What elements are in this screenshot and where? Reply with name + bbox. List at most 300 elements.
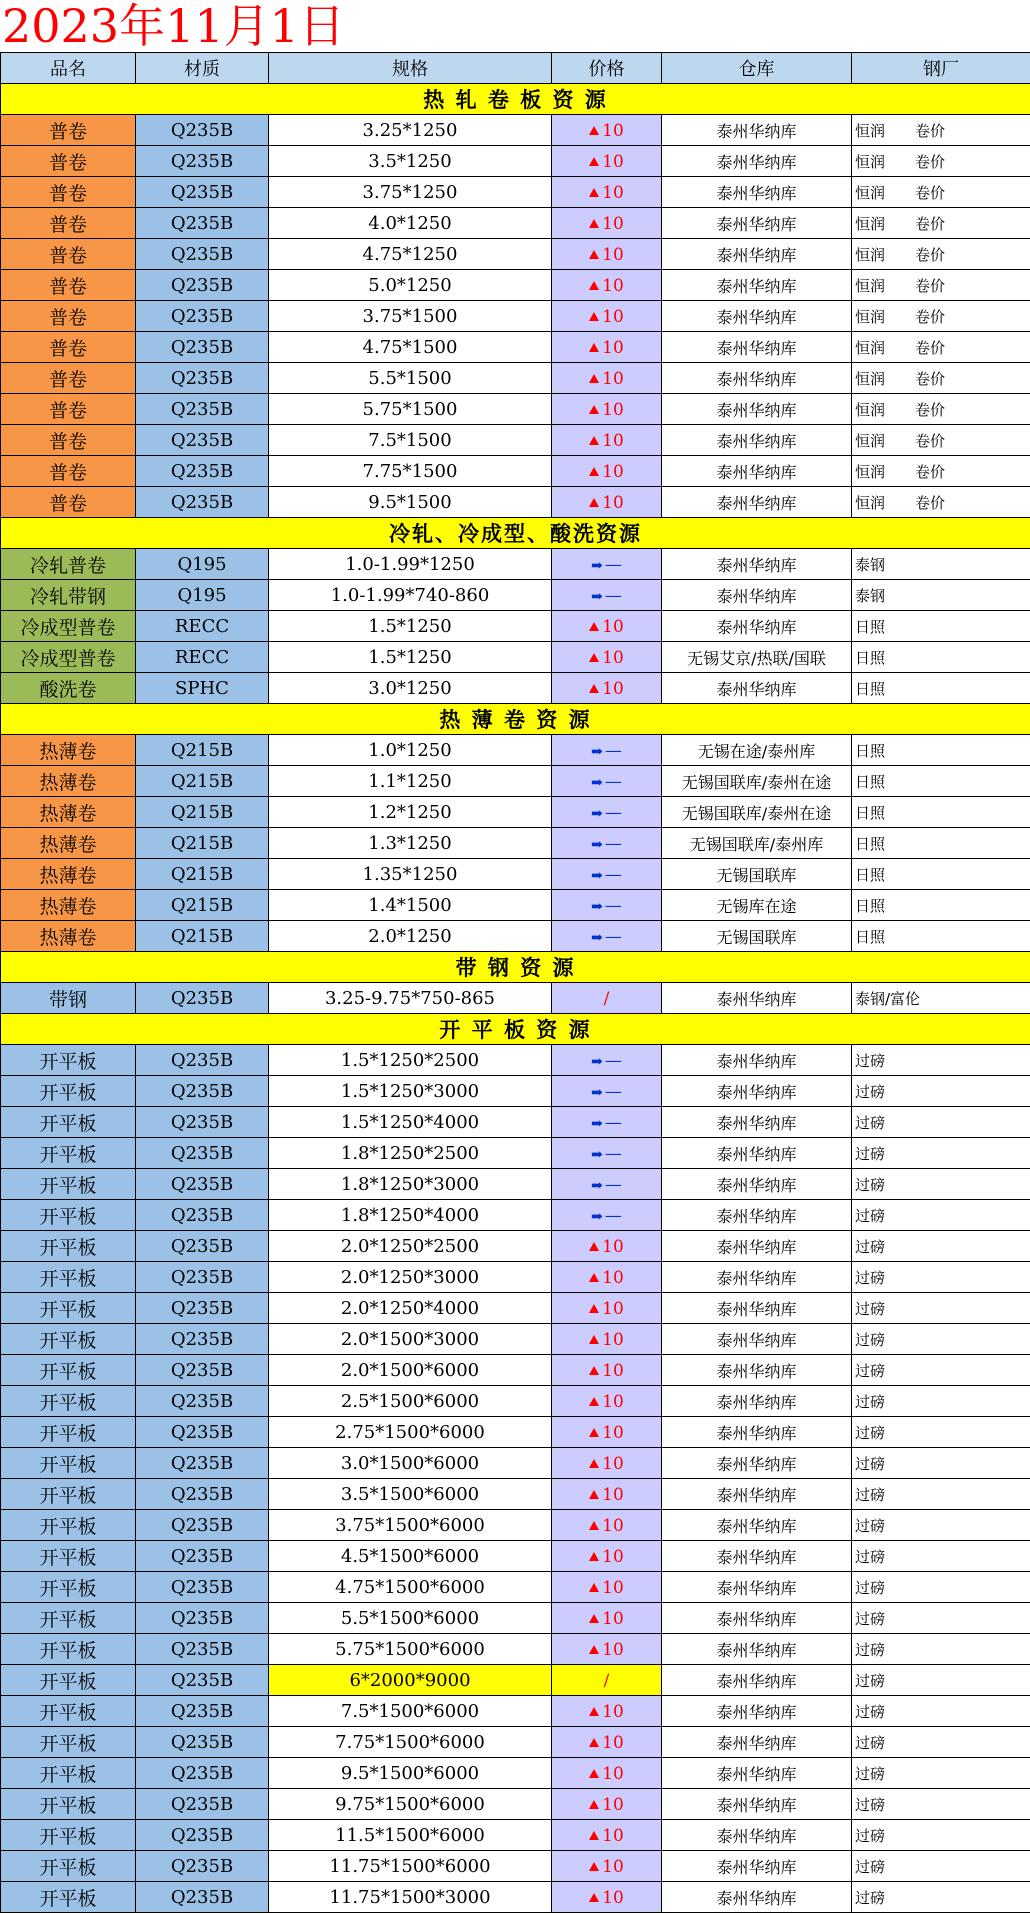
price-change-value: 10 bbox=[602, 430, 624, 451]
price-change-value: 10 bbox=[602, 1794, 624, 1815]
price-change-value: 10 bbox=[602, 492, 624, 513]
price-note: 卷价 bbox=[915, 400, 946, 419]
warehouse-cell: 泰州华纳库 bbox=[662, 270, 852, 301]
product-name-cell: 开平板 bbox=[1, 1386, 136, 1417]
material-cell: Q235B bbox=[136, 270, 269, 301]
mill-cell bbox=[852, 1603, 1030, 1634]
mill-name: 泰钢/富伦 bbox=[855, 989, 921, 1008]
arrow-up-icon bbox=[589, 1583, 599, 1592]
product-name-cell: 开平板 bbox=[1, 1200, 136, 1231]
arrow-up-icon bbox=[589, 405, 599, 414]
product-name-cell: 开平板 bbox=[1, 1882, 136, 1913]
product-name-cell: 热薄卷 bbox=[1, 921, 136, 952]
price-table bbox=[0, 52, 1030, 1913]
section-title: 开 平 板 资 源 bbox=[1, 1014, 1030, 1045]
product-name-cell: 冷轧带钢 bbox=[1, 580, 136, 611]
price-change-cell bbox=[552, 1417, 662, 1448]
arrow-right-icon: ➡ bbox=[591, 1115, 603, 1132]
warehouse-cell: 泰州华纳库 bbox=[662, 1417, 852, 1448]
arrow-right-icon: ➡ bbox=[591, 743, 603, 760]
table-row bbox=[1, 890, 1030, 921]
product-name-cell: 热薄卷 bbox=[1, 735, 136, 766]
table-row bbox=[1, 1200, 1030, 1231]
mill-name: 过磅 bbox=[855, 1578, 886, 1597]
product-name-cell: 冷成型普卷 bbox=[1, 611, 136, 642]
spec-cell: 1.8*1250*4000 bbox=[269, 1200, 552, 1231]
mill-cell bbox=[852, 1262, 1030, 1293]
product-name-cell: 开平板 bbox=[1, 1634, 136, 1665]
arrow-up-icon bbox=[589, 1893, 599, 1902]
arrow-up-icon bbox=[589, 374, 599, 383]
spec-cell: 1.8*1250*3000 bbox=[269, 1169, 552, 1200]
mill-cell bbox=[852, 580, 1030, 611]
mill-cell bbox=[852, 549, 1030, 580]
spec-cell: 2.0*1500*6000 bbox=[269, 1355, 552, 1386]
spec-cell: 1.5*1250*3000 bbox=[269, 1076, 552, 1107]
arrow-up-icon bbox=[589, 1645, 599, 1654]
mill-cell bbox=[852, 1851, 1030, 1882]
material-cell: Q235B bbox=[136, 1107, 269, 1138]
warehouse-cell: 泰州华纳库 bbox=[662, 239, 852, 270]
product-name-cell: 开平板 bbox=[1, 1293, 136, 1324]
warehouse-cell: 泰州华纳库 bbox=[662, 1851, 852, 1882]
price-change-value: 10 bbox=[602, 461, 624, 482]
price-change-value: 10 bbox=[602, 399, 624, 420]
mill-name: 过磅 bbox=[855, 1268, 886, 1287]
material-cell: Q235B bbox=[136, 425, 269, 456]
material-cell: Q235B bbox=[136, 1572, 269, 1603]
price-change-cell bbox=[552, 115, 662, 146]
spec-cell: 5.5*1500*6000 bbox=[269, 1603, 552, 1634]
product-name-cell: 开平板 bbox=[1, 1231, 136, 1262]
material-cell: Q235B bbox=[136, 1479, 269, 1510]
arrow-right-icon: ➡ bbox=[591, 805, 603, 822]
mill-name: 日照 bbox=[855, 896, 886, 915]
product-name-cell: 开平板 bbox=[1, 1820, 136, 1851]
price-change-value: — bbox=[604, 771, 622, 792]
price-change-value: 10 bbox=[602, 1701, 624, 1722]
price-change-cell bbox=[552, 1107, 662, 1138]
material-cell: Q235B bbox=[136, 1510, 269, 1541]
price-change-cell bbox=[552, 301, 662, 332]
mill-name: 泰钢 bbox=[855, 555, 886, 574]
warehouse-cell: 泰州华纳库 bbox=[662, 1479, 852, 1510]
material-cell: Q235B bbox=[136, 456, 269, 487]
price-change-value: — bbox=[604, 1143, 622, 1164]
mill-name: 恒润 bbox=[855, 121, 886, 140]
material-cell: Q235B bbox=[136, 1355, 269, 1386]
mill-name: 过磅 bbox=[855, 1888, 886, 1907]
price-change-value: 10 bbox=[602, 151, 624, 172]
warehouse-cell: 无锡国联库 bbox=[662, 921, 852, 952]
price-change-value: — bbox=[604, 864, 622, 885]
warehouse-cell: 泰州华纳库 bbox=[662, 177, 852, 208]
price-change-cell bbox=[552, 1076, 662, 1107]
product-name-cell: 开平板 bbox=[1, 1541, 136, 1572]
price-change-cell bbox=[552, 1293, 662, 1324]
material-cell: Q195 bbox=[136, 580, 269, 611]
price-change-cell bbox=[552, 1603, 662, 1634]
price-change-cell bbox=[552, 332, 662, 363]
price-change-cell bbox=[552, 611, 662, 642]
arrow-right-icon: ➡ bbox=[591, 867, 603, 884]
mill-cell bbox=[852, 363, 1030, 394]
price-note: 卷价 bbox=[915, 276, 946, 295]
mill-cell bbox=[852, 146, 1030, 177]
price-change-cell bbox=[552, 1820, 662, 1851]
mill-name: 过磅 bbox=[855, 1733, 886, 1752]
spec-cell: 2.0*1250*3000 bbox=[269, 1262, 552, 1293]
price-change-cell bbox=[552, 1386, 662, 1417]
price-change-cell bbox=[552, 1665, 662, 1696]
product-name-cell: 普卷 bbox=[1, 177, 136, 208]
mill-name: 过磅 bbox=[855, 1764, 886, 1783]
spec-cell: 9.5*1500 bbox=[269, 487, 552, 518]
table-row bbox=[1, 673, 1030, 704]
mill-name: 恒润 bbox=[855, 183, 886, 202]
spec-cell: 1.35*1250 bbox=[269, 859, 552, 890]
product-name-cell: 普卷 bbox=[1, 270, 136, 301]
price-change-value: 10 bbox=[602, 337, 624, 358]
price-change-cell bbox=[552, 1448, 662, 1479]
mill-cell bbox=[852, 487, 1030, 518]
price-change-value: — bbox=[604, 895, 622, 916]
warehouse-cell: 无锡在途/泰州库 bbox=[662, 735, 852, 766]
price-change-value: 10 bbox=[602, 616, 624, 637]
header-name: 品名 bbox=[1, 53, 136, 84]
table-row bbox=[1, 1572, 1030, 1603]
mill-cell bbox=[852, 983, 1030, 1014]
table-row bbox=[1, 921, 1030, 952]
mill-name: 过磅 bbox=[855, 1547, 886, 1566]
product-name-cell: 普卷 bbox=[1, 115, 136, 146]
mill-cell bbox=[852, 301, 1030, 332]
price-change-value: 10 bbox=[602, 647, 624, 668]
warehouse-cell: 泰州华纳库 bbox=[662, 1572, 852, 1603]
table-row bbox=[1, 487, 1030, 518]
arrow-up-icon bbox=[589, 1521, 599, 1530]
price-change-value: 10 bbox=[602, 1236, 624, 1257]
spec-cell: 11.5*1500*6000 bbox=[269, 1820, 552, 1851]
mill-cell bbox=[852, 642, 1030, 673]
price-change-value: 10 bbox=[602, 1887, 624, 1908]
price-change-cell bbox=[552, 735, 662, 766]
price-change-cell bbox=[552, 425, 662, 456]
spec-cell: 1.5*1250 bbox=[269, 611, 552, 642]
mill-name: 过磅 bbox=[855, 1671, 886, 1690]
price-change-value: — bbox=[604, 1174, 622, 1195]
arrow-up-icon bbox=[589, 1800, 599, 1809]
product-name-cell: 普卷 bbox=[1, 394, 136, 425]
table-row bbox=[1, 580, 1030, 611]
price-change-value: 10 bbox=[602, 120, 624, 141]
section-header-row bbox=[1, 1014, 1030, 1045]
product-name-cell: 开平板 bbox=[1, 1138, 136, 1169]
price-change-value: — bbox=[604, 1081, 622, 1102]
spec-cell: 9.75*1500*6000 bbox=[269, 1789, 552, 1820]
table-row bbox=[1, 177, 1030, 208]
mill-name: 过磅 bbox=[855, 1082, 886, 1101]
arrow-up-icon bbox=[589, 1552, 599, 1561]
arrow-up-icon bbox=[589, 343, 599, 352]
price-change-value: 10 bbox=[602, 1267, 624, 1288]
arrow-up-icon bbox=[589, 1366, 599, 1375]
material-cell: Q235B bbox=[136, 1231, 269, 1262]
material-cell: Q215B bbox=[136, 921, 269, 952]
table-row bbox=[1, 1324, 1030, 1355]
warehouse-cell: 泰州华纳库 bbox=[662, 1603, 852, 1634]
arrow-right-icon: ➡ bbox=[591, 929, 603, 946]
product-name-cell: 开平板 bbox=[1, 1603, 136, 1634]
price-change-value: / bbox=[603, 988, 610, 1009]
price-change-value: — bbox=[604, 1205, 622, 1226]
arrow-up-icon bbox=[589, 126, 599, 135]
material-cell: Q235B bbox=[136, 1851, 269, 1882]
product-name-cell: 热薄卷 bbox=[1, 766, 136, 797]
price-change-cell bbox=[552, 177, 662, 208]
header-warehouse: 仓库 bbox=[662, 53, 852, 84]
price-change-cell bbox=[552, 673, 662, 704]
product-name-cell: 开平板 bbox=[1, 1758, 136, 1789]
product-name-cell: 普卷 bbox=[1, 239, 136, 270]
spec-cell: 1.5*1250*4000 bbox=[269, 1107, 552, 1138]
table-row bbox=[1, 1355, 1030, 1386]
price-change-value: 10 bbox=[602, 1484, 624, 1505]
mill-cell bbox=[852, 766, 1030, 797]
mill-cell bbox=[852, 115, 1030, 146]
material-cell: Q235B bbox=[136, 487, 269, 518]
mill-name: 过磅 bbox=[855, 1299, 886, 1318]
arrow-up-icon bbox=[589, 1490, 599, 1499]
mill-name: 过磅 bbox=[855, 1640, 886, 1659]
arrow-up-icon bbox=[589, 684, 599, 693]
mill-cell bbox=[852, 1820, 1030, 1851]
spec-cell: 4.75*1500 bbox=[269, 332, 552, 363]
warehouse-cell: 泰州华纳库 bbox=[662, 1200, 852, 1231]
table-row bbox=[1, 766, 1030, 797]
price-change-cell bbox=[552, 1572, 662, 1603]
arrow-up-icon bbox=[589, 250, 599, 259]
warehouse-cell: 无锡国联库/泰州在途 bbox=[662, 797, 852, 828]
warehouse-cell: 泰州华纳库 bbox=[662, 487, 852, 518]
mill-name: 过磅 bbox=[855, 1857, 886, 1876]
material-cell: Q235B bbox=[136, 1665, 269, 1696]
mill-name: 过磅 bbox=[855, 1051, 886, 1070]
product-name-cell: 开平板 bbox=[1, 1076, 136, 1107]
warehouse-cell: 泰州华纳库 bbox=[662, 1293, 852, 1324]
price-change-cell bbox=[552, 1138, 662, 1169]
price-change-cell bbox=[552, 394, 662, 425]
price-change-value: — bbox=[604, 926, 622, 947]
price-change-value: 10 bbox=[602, 1732, 624, 1753]
price-note: 卷价 bbox=[915, 307, 946, 326]
mill-cell bbox=[852, 1665, 1030, 1696]
material-cell: Q215B bbox=[136, 859, 269, 890]
mill-name: 恒润 bbox=[855, 152, 886, 171]
arrow-up-icon bbox=[589, 1304, 599, 1313]
price-change-cell bbox=[552, 983, 662, 1014]
mill-cell bbox=[852, 1789, 1030, 1820]
header-price: 价格 bbox=[552, 53, 662, 84]
price-change-cell bbox=[552, 1510, 662, 1541]
mill-cell bbox=[852, 1200, 1030, 1231]
price-change-value: — bbox=[604, 585, 622, 606]
arrow-right-icon: ➡ bbox=[591, 898, 603, 915]
price-change-value: 10 bbox=[602, 1329, 624, 1350]
product-name-cell: 酸洗卷 bbox=[1, 673, 136, 704]
table-row bbox=[1, 1758, 1030, 1789]
spec-cell: 11.75*1500*6000 bbox=[269, 1851, 552, 1882]
spec-cell: 1.0*1250 bbox=[269, 735, 552, 766]
spec-cell: 11.75*1500*3000 bbox=[269, 1882, 552, 1913]
table-row bbox=[1, 1510, 1030, 1541]
table-row bbox=[1, 394, 1030, 425]
table-row bbox=[1, 859, 1030, 890]
price-change-cell bbox=[552, 766, 662, 797]
warehouse-cell: 泰州华纳库 bbox=[662, 1696, 852, 1727]
material-cell: Q215B bbox=[136, 735, 269, 766]
material-cell: Q235B bbox=[136, 394, 269, 425]
mill-name: 日照 bbox=[855, 834, 886, 853]
price-change-value: 10 bbox=[602, 1391, 624, 1412]
material-cell: Q235B bbox=[136, 1076, 269, 1107]
table-row bbox=[1, 270, 1030, 301]
mill-cell bbox=[852, 239, 1030, 270]
header-spec: 规格 bbox=[269, 53, 552, 84]
material-cell: Q235B bbox=[136, 1789, 269, 1820]
spec-cell: 3.75*1500 bbox=[269, 301, 552, 332]
mill-name: 恒润 bbox=[855, 214, 886, 233]
mill-cell bbox=[852, 1882, 1030, 1913]
warehouse-cell: 泰州华纳库 bbox=[662, 580, 852, 611]
mill-name: 日照 bbox=[855, 865, 886, 884]
price-change-cell bbox=[552, 456, 662, 487]
table-row bbox=[1, 1138, 1030, 1169]
warehouse-cell: 泰州华纳库 bbox=[662, 1262, 852, 1293]
table-row bbox=[1, 1727, 1030, 1758]
price-change-cell bbox=[552, 890, 662, 921]
mill-cell bbox=[852, 1727, 1030, 1758]
material-cell: Q235B bbox=[136, 363, 269, 394]
price-change-cell bbox=[552, 1851, 662, 1882]
table-row bbox=[1, 549, 1030, 580]
warehouse-cell: 无锡库在途 bbox=[662, 890, 852, 921]
material-cell: Q235B bbox=[136, 301, 269, 332]
price-change-cell bbox=[552, 1696, 662, 1727]
material-cell: Q215B bbox=[136, 890, 269, 921]
mill-cell bbox=[852, 1510, 1030, 1541]
price-change-value: 10 bbox=[602, 1453, 624, 1474]
arrow-up-icon bbox=[589, 1335, 599, 1344]
arrow-up-icon bbox=[589, 281, 599, 290]
material-cell: Q235B bbox=[136, 1634, 269, 1665]
product-name-cell: 带钢 bbox=[1, 983, 136, 1014]
mill-name: 泰钢 bbox=[855, 586, 886, 605]
arrow-up-icon bbox=[589, 1397, 599, 1406]
price-change-cell bbox=[552, 1882, 662, 1913]
product-name-cell: 普卷 bbox=[1, 456, 136, 487]
price-change-value: 10 bbox=[602, 306, 624, 327]
price-change-cell bbox=[552, 1758, 662, 1789]
spec-cell: 3.75*1500*6000 bbox=[269, 1510, 552, 1541]
price-change-cell bbox=[552, 1262, 662, 1293]
price-change-cell bbox=[552, 549, 662, 580]
mill-name: 过磅 bbox=[855, 1454, 886, 1473]
mill-name: 恒润 bbox=[855, 245, 886, 264]
mill-name: 过磅 bbox=[855, 1702, 886, 1721]
table-row bbox=[1, 363, 1030, 394]
product-name-cell: 普卷 bbox=[1, 301, 136, 332]
price-change-value: 10 bbox=[602, 244, 624, 265]
price-change-value: 10 bbox=[602, 1639, 624, 1660]
warehouse-cell: 泰州华纳库 bbox=[662, 1324, 852, 1355]
table-row bbox=[1, 1169, 1030, 1200]
product-name-cell: 开平板 bbox=[1, 1107, 136, 1138]
warehouse-cell: 泰州华纳库 bbox=[662, 611, 852, 642]
mill-cell bbox=[852, 394, 1030, 425]
price-change-cell bbox=[552, 1727, 662, 1758]
product-name-cell: 普卷 bbox=[1, 208, 136, 239]
table-row bbox=[1, 1851, 1030, 1882]
table-row bbox=[1, 1293, 1030, 1324]
mill-cell bbox=[852, 1107, 1030, 1138]
table-row bbox=[1, 797, 1030, 828]
mill-cell bbox=[852, 1355, 1030, 1386]
price-note: 卷价 bbox=[915, 462, 946, 481]
warehouse-cell: 泰州华纳库 bbox=[662, 983, 852, 1014]
price-change-value: 10 bbox=[602, 678, 624, 699]
mill-cell bbox=[852, 1386, 1030, 1417]
spec-cell: 3.75*1250 bbox=[269, 177, 552, 208]
price-note: 卷价 bbox=[915, 431, 946, 450]
price-change-value: — bbox=[604, 740, 622, 761]
mill-name: 恒润 bbox=[855, 400, 886, 419]
material-cell: Q235B bbox=[136, 1417, 269, 1448]
mill-cell bbox=[852, 797, 1030, 828]
product-name-cell: 普卷 bbox=[1, 332, 136, 363]
mill-cell bbox=[852, 1541, 1030, 1572]
price-note: 卷价 bbox=[915, 493, 946, 512]
mill-cell bbox=[852, 1293, 1030, 1324]
price-change-value: — bbox=[604, 554, 622, 575]
spec-cell: 4.75*1250 bbox=[269, 239, 552, 270]
spec-cell: 3.25*1250 bbox=[269, 115, 552, 146]
mill-name: 过磅 bbox=[855, 1826, 886, 1845]
spec-cell: 1.1*1250 bbox=[269, 766, 552, 797]
warehouse-cell: 泰州华纳库 bbox=[662, 1789, 852, 1820]
mill-cell bbox=[852, 208, 1030, 239]
spec-cell: 2.0*1250*4000 bbox=[269, 1293, 552, 1324]
warehouse-cell: 泰州华纳库 bbox=[662, 425, 852, 456]
price-note: 卷价 bbox=[915, 369, 946, 388]
warehouse-cell: 泰州华纳库 bbox=[662, 394, 852, 425]
mill-cell bbox=[852, 611, 1030, 642]
mill-name: 日照 bbox=[855, 648, 886, 667]
price-note: 卷价 bbox=[915, 338, 946, 357]
arrow-right-icon: ➡ bbox=[591, 836, 603, 853]
price-change-cell bbox=[552, 1045, 662, 1076]
mill-name: 日照 bbox=[855, 679, 886, 698]
product-name-cell: 开平板 bbox=[1, 1448, 136, 1479]
product-name-cell: 普卷 bbox=[1, 487, 136, 518]
section-title: 带 钢 资 源 bbox=[1, 952, 1030, 983]
material-cell: Q235B bbox=[136, 1138, 269, 1169]
material-cell: RECC bbox=[136, 642, 269, 673]
material-cell: Q195 bbox=[136, 549, 269, 580]
material-cell: Q215B bbox=[136, 828, 269, 859]
arrow-right-icon: ➡ bbox=[591, 1084, 603, 1101]
arrow-up-icon bbox=[589, 653, 599, 662]
